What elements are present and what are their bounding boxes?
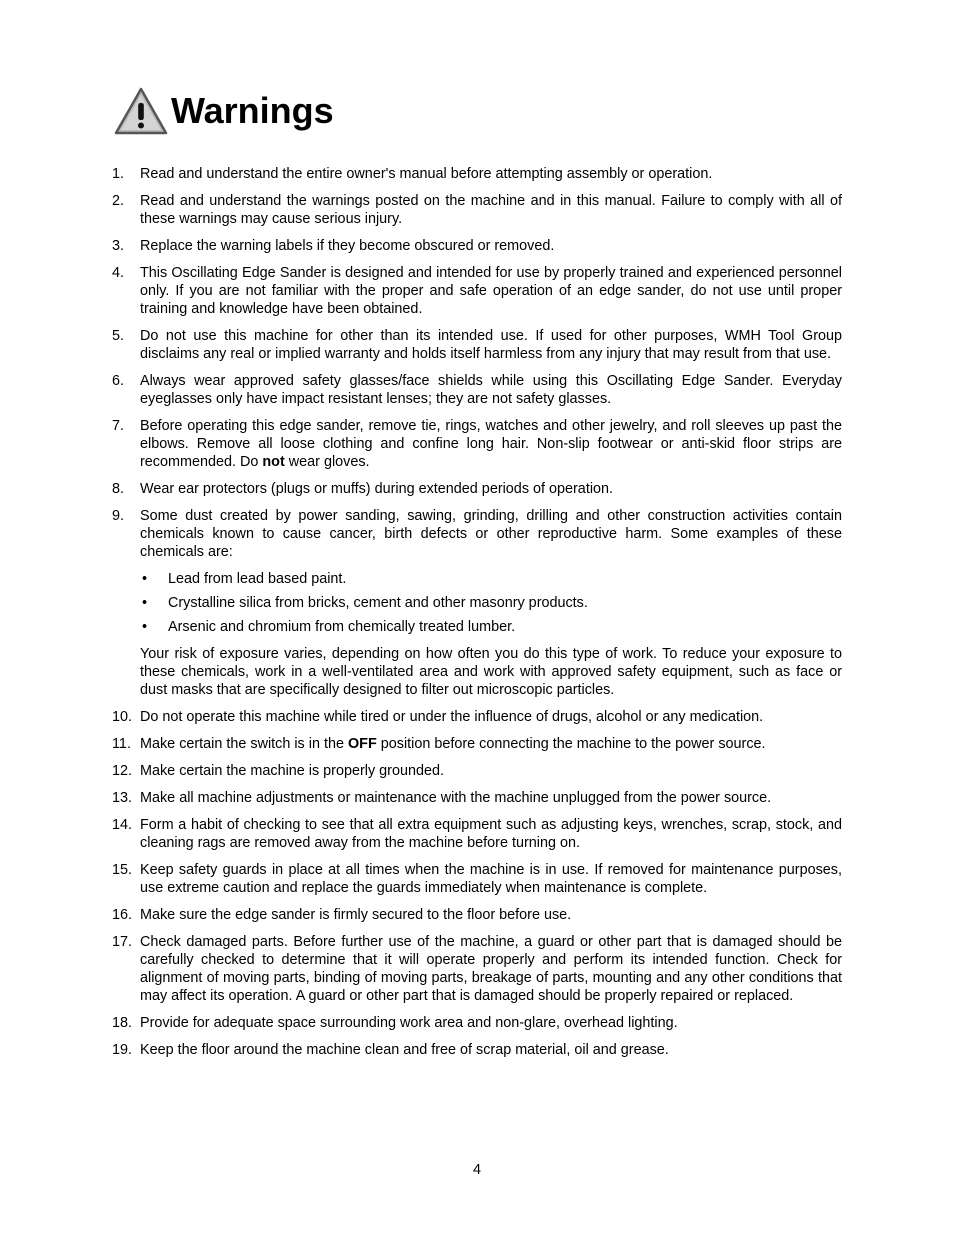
- warning-item: [112, 237, 842, 255]
- warning-text-segment: Replace the warning labels if they become obscured or removed.: [140, 238, 555, 254]
- warning-item-number: 9.: [112, 508, 125, 524]
- warning-item-text: [140, 507, 842, 561]
- warning-text-segment: Make certain the machine is properly grounded.: [140, 763, 444, 779]
- warning-text-segment: Make sure the edge sander is firmly secured to the floor before use.: [140, 907, 572, 923]
- warning-item-number: 18.: [112, 1015, 133, 1031]
- chemical-example-text: Arsenic and chromium from chemically treated lumber.: [168, 619, 516, 635]
- chemical-example-text: Crystalline silica from bricks, cement and other masonry products.: [168, 595, 588, 611]
- warning-item-text: [140, 372, 842, 408]
- warning-text-segment: Make certain the switch is in the: [140, 736, 348, 752]
- warning-item: [112, 816, 842, 852]
- warning-item-number: 15.: [112, 862, 133, 878]
- bullet-icon: •: [142, 595, 148, 611]
- warnings-list: [112, 165, 842, 1068]
- warning-item: [112, 507, 842, 699]
- warning-item-text: [140, 480, 842, 498]
- warning-text-segment: Form a habit of checking to see that all extra equipment such as adjusting keys, wrenches, scrap, stock, and cleaning rags are removed away from the machine before turning on.: [140, 817, 842, 851]
- warning-item: [112, 1041, 842, 1059]
- warning-item-number: 8.: [112, 481, 125, 497]
- warning-item: [112, 789, 842, 807]
- warning-text-segment: Check damaged parts. Before further use of the machine, a guard or other part that is damaged should be carefully checked to determine that it will operate properly and perform its intended function. Check for alignment of moving parts, binding of moving parts, breakage of parts, mounting and any other conditions that may affect its operation. A guard or other part that is damaged should be properly repaired or replaced.: [140, 934, 842, 1004]
- warning-text-segment: Do not operate this machine while tired or under the influence of drugs, alcohol or any medication.: [140, 709, 764, 725]
- warning-text-segment: Provide for adequate space surrounding work area and non-glare, overhead lighting.: [140, 1015, 678, 1031]
- warning-item-number: 1.: [112, 166, 125, 182]
- warning-text-segment: Before operating this edge sander, remove tie, rings, watches and other jewelry, and roll sleeves up past the elbows. Remove all loose clothing and confine long hair. Non-slip footwear or anti-skid floor strips are recommended. Do: [140, 418, 842, 470]
- warning-item-number: 12.: [112, 763, 133, 779]
- warning-item-number: 7.: [112, 418, 125, 434]
- bullet-icon: •: [142, 571, 148, 587]
- warning-item-number: 17.: [112, 934, 133, 950]
- warning-item-text: [140, 735, 842, 753]
- warning-item-text: [140, 192, 842, 228]
- warning-item: [112, 417, 842, 471]
- page-number: 4: [472, 1162, 481, 1178]
- warning-item: [112, 480, 842, 498]
- warning-item: [112, 708, 842, 726]
- warning-emphasis: OFF: [347, 736, 377, 752]
- warning-emphasis: not: [262, 454, 285, 470]
- warning-item-text: [140, 861, 842, 897]
- warning-item-text: [140, 762, 842, 780]
- warning-text-segment: Some dust created by power sanding, sawing, grinding, drilling and other construction activities contain chemicals known to cause cancer, birth defects or other reproductive harm. Some examples of these chemicals are:: [140, 508, 842, 560]
- warning-text-segment: Always wear approved safety glasses/face shields while using this Oscillating Edge Sander. Everyday eyeglasses only have impact resistant lenses; they are not safety glasses.: [140, 373, 842, 407]
- warning-text-segment: Keep safety guards in place at all times when the machine is in use. If removed for maintenance purposes, use extreme caution and replace the guards immediately when maintenance is complete.: [140, 862, 842, 896]
- warning-item-text: [140, 417, 842, 471]
- chemical-example-text: Lead from lead based paint.: [168, 571, 347, 587]
- warning-item: [112, 762, 842, 780]
- warning-item-text: [140, 165, 842, 183]
- warning-item: [112, 327, 842, 363]
- chemical-example-item: [140, 570, 842, 588]
- warning-item-text: [140, 237, 842, 255]
- warning-item: [112, 906, 842, 924]
- warning-item: [112, 165, 842, 183]
- warning-item: [112, 192, 842, 228]
- warning-text-segment: Make all machine adjustments or maintenance with the machine unplugged from the power source.: [140, 790, 772, 806]
- warning-item: [112, 861, 842, 897]
- warning-triangle-icon: [113, 86, 169, 136]
- chemical-examples-list: [140, 570, 842, 636]
- warning-text-segment: Read and understand the warnings posted on the machine and in this manual. Failure to comply with all of these warnings may cause serious injury.: [140, 193, 842, 227]
- chemical-example-item: [140, 618, 842, 636]
- warning-item-number: 10.: [112, 709, 133, 725]
- warning-item-number: 2.: [112, 193, 125, 209]
- warning-item-number: 14.: [112, 817, 133, 833]
- warning-item-number: 19.: [112, 1042, 133, 1058]
- warning-item: [112, 735, 842, 753]
- warning-item-number: 11.: [112, 736, 131, 752]
- warning-text-segment: wear gloves.: [284, 454, 370, 470]
- warning-item-text: [140, 708, 842, 726]
- warning-item-text: [140, 906, 842, 924]
- warning-item-text: [140, 264, 842, 318]
- warning-text-segment: Read and understand the entire owner's manual before attempting assembly or operation.: [140, 166, 713, 182]
- warning-item: [112, 372, 842, 408]
- warning-item-number: 13.: [112, 790, 133, 806]
- bullet-icon: •: [142, 619, 148, 635]
- warning-text-segment: Wear ear protectors (plugs or muffs) during extended periods of operation.: [140, 481, 614, 497]
- warning-item: [112, 1014, 842, 1032]
- warning-item: [112, 264, 842, 318]
- warning-item-text: [140, 1041, 842, 1059]
- page-title: Warnings: [171, 90, 334, 131]
- warning-item-number: 16.: [112, 907, 133, 923]
- warning-text-segment: Keep the floor around the machine clean and free of scrap material, oil and grease.: [140, 1042, 669, 1058]
- warning-item-text: [140, 327, 842, 363]
- page-header: [113, 86, 334, 136]
- warning-text-segment: Do not use this machine for other than its intended use. If used for other purposes, WMH Tool Group disclaims any real or implied warranty and holds itself harmless from any injury that may result from that use.: [140, 328, 842, 362]
- warning-text-segment: position before connecting the machine to the power source.: [376, 736, 766, 752]
- chemical-example-item: [140, 594, 842, 612]
- exposure-paragraph: Your risk of exposure varies, depending on how often you do this type of work. To reduce your exposure to these chemicals, work in a well-ventilated area and work with approved safety equipment, such as face or dust masks that are specifically designed to filter out microscopic particles.: [140, 646, 842, 698]
- warning-item-number: 5.: [112, 328, 125, 344]
- warning-item-number: 3.: [112, 238, 125, 254]
- warning-item: [112, 933, 842, 1005]
- warning-text-segment: This Oscillating Edge Sander is designed and intended for use by properly trained and experienced personnel only. If you are not familiar with the proper and safe operation of an edge sander, do not use until proper training and knowledge have been obtained.: [140, 265, 842, 317]
- warning-item-text: [140, 789, 842, 807]
- warning-item-text: [140, 816, 842, 852]
- warning-item-number: 6.: [112, 373, 125, 389]
- warning-item-text: [140, 1014, 842, 1032]
- warning-item-number: 4.: [112, 265, 125, 281]
- warning-item-text: [140, 933, 842, 1005]
